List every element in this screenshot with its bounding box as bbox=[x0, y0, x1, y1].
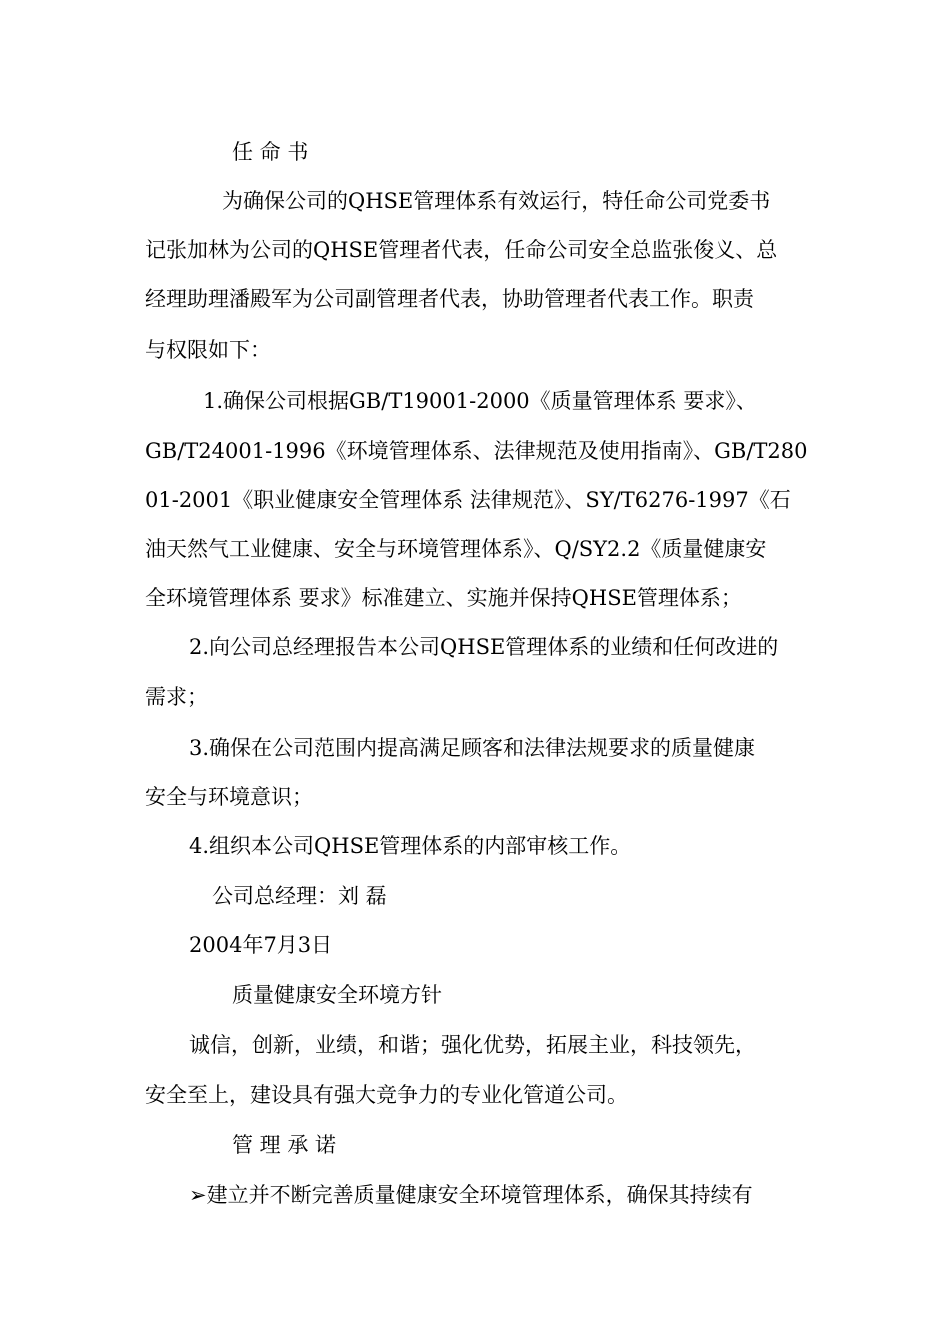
appointment-intro-line-4: 与权限如下： bbox=[145, 338, 271, 362]
item-2-line-1: 2.向公司总经理报告本公司QHSE管理体系的业绩和任何改进的 bbox=[189, 635, 779, 659]
commitment-title: 管 理 承 诺 bbox=[232, 1133, 337, 1157]
item-1-line-4: 油天然气工业健康、安全与环境管理体系》、Q/SY2.2《质量健康安 bbox=[145, 537, 767, 561]
date-line: 2004年7月3日 bbox=[189, 933, 333, 957]
item-3-line-1: 3.确保在公司范围内提高满足顾客和法律法规要求的质量健康 bbox=[189, 736, 756, 760]
item-1-line-5: 全环境管理体系 要求》标准建立、实施并保持QHSE管理体系； bbox=[145, 586, 742, 610]
policy-line-1: 诚信，创新，业绩，和谐；强化优势，拓展主业，科技领先， bbox=[189, 1033, 756, 1057]
arrow-bullet-icon: ➢ bbox=[189, 1183, 207, 1207]
commitment-item-1-text: 建立并不断完善质量健康安全环境管理体系，确保其持续有 bbox=[206, 1183, 753, 1207]
item-2-line-2: 需求； bbox=[145, 685, 208, 709]
appointment-intro-line-1: 为确保公司的QHSE管理体系有效运行，特任命公司党委书 bbox=[222, 189, 771, 213]
item-1-line-2: GB/T24001-1996《环境管理体系、法律规范及使用指南》、GB/T280 bbox=[145, 439, 808, 463]
commitment-item-1 bbox=[189, 1180, 869, 1210]
appointment-title: 任 命 书 bbox=[232, 140, 309, 164]
item-1-line-3: 01-2001《职业健康安全管理体系 法律规范》、SY/T6276-1997《石 bbox=[145, 488, 791, 512]
appointment-intro-line-3: 经理助理潘殿军为公司副管理者代表，协助管理者代表工作。职责 bbox=[145, 287, 754, 311]
signature-line: 公司总经理：刘 磊 bbox=[212, 884, 387, 908]
item-1-line-1: 1.确保公司根据GB/T19001-2000《质量管理体系 要求》、 bbox=[203, 389, 757, 413]
policy-line-2: 安全至上，建设具有强大竞争力的专业化管道公司。 bbox=[145, 1083, 628, 1107]
item-3-line-2: 安全与环境意识； bbox=[145, 785, 313, 809]
item-4-line: 4.组织本公司QHSE管理体系的内部审核工作。 bbox=[189, 834, 632, 858]
appointment-intro-line-2: 记张加林为公司的QHSE管理者代表，任命公司安全总监张俊义、总 bbox=[145, 238, 778, 262]
policy-title: 质量健康安全环境方针 bbox=[232, 983, 442, 1007]
